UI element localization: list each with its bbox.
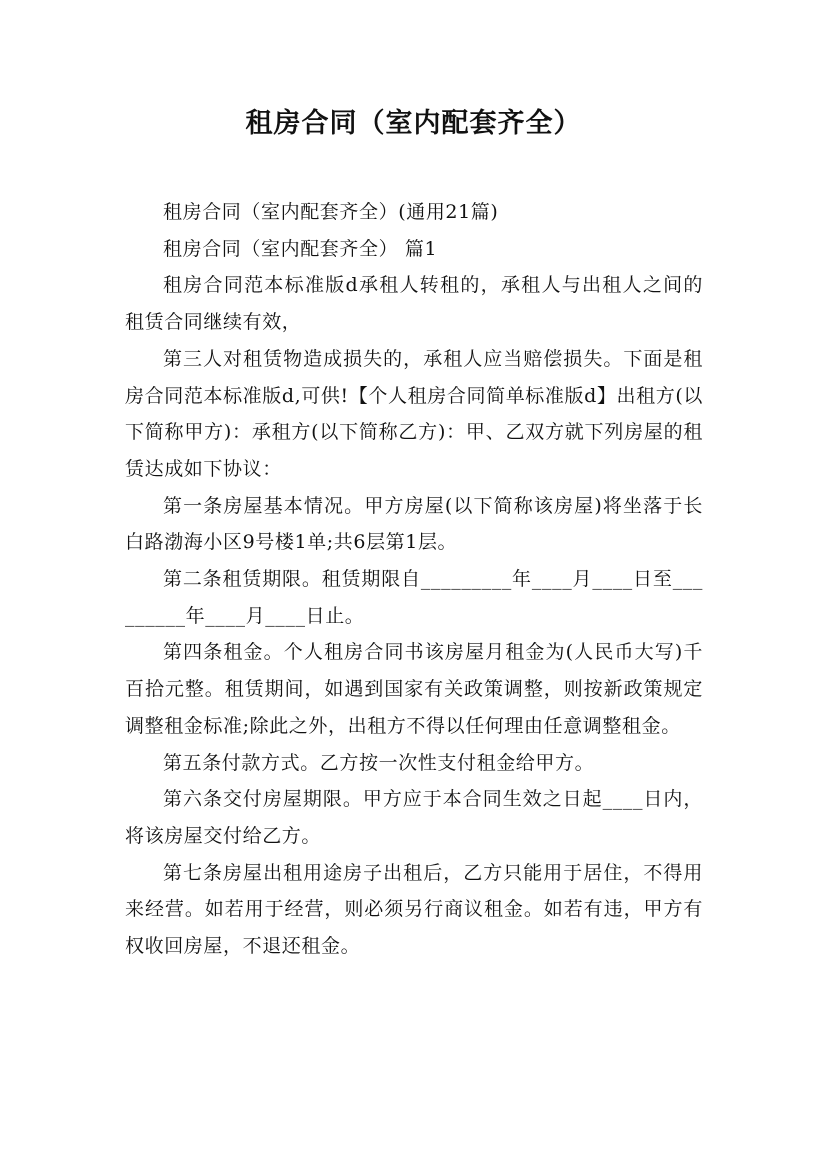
body-paragraph: 第六条交付房屋期限。甲方应于本合同生效之日起____日内，将该房屋交付给乙方。 — [125, 788, 703, 847]
document-body — [125, 194, 703, 965]
body-paragraph: 第一条房屋基本情况。甲方房屋(以下简称该房屋)将坐落于长白路渤海小区9号楼1单;共6层第1层。 — [125, 494, 703, 554]
body-paragraph: 第七条房屋出租用途房子出租后，乙方只能用于居住，不得用来经营。如若用于经营，则必须另行商议租金。如若有违，甲方有权收回房屋，不退还租金。 — [125, 861, 703, 958]
body-paragraph: 第三人对租赁物造成损失的，承租人应当赔偿损失。下面是租房合同范本标准版d,可供!【个人租房合同简单标准版d】出租方(以下简称甲方)：承租方(以下简称乙方)：甲、乙双方就下列房屋的租赁达成如下协议： — [125, 347, 703, 480]
body-paragraph: 租房合同范本标准版d承租人转租的，承租人与出租人之间的租赁合同继续有效， — [125, 274, 703, 334]
body-paragraph: 第二条租赁期限。租赁期限自_________年____月____日至_________年____月____日止。 — [125, 568, 703, 627]
section-heading-paragraph: 租房合同（室内配套齐全） 篇1 — [163, 237, 438, 260]
body-paragraph: 第五条付款方式。乙方按一次性支付租金给甲方。 — [163, 751, 595, 774]
subtitle-paragraph: 租房合同（室内配套齐全）(通用21篇) — [163, 201, 499, 223]
document-title: 租房合同（室内配套齐全） — [245, 108, 582, 139]
body-paragraph: 第四条租金。个人租房合同书该房屋月租金为(人民币大写)千百拾元整。租赁期间，如遇到国家有关政策调整，则按新政策规定调整租金标准;除此之外，出租方不得以任何理由任意调整租金。 — [125, 641, 703, 737]
